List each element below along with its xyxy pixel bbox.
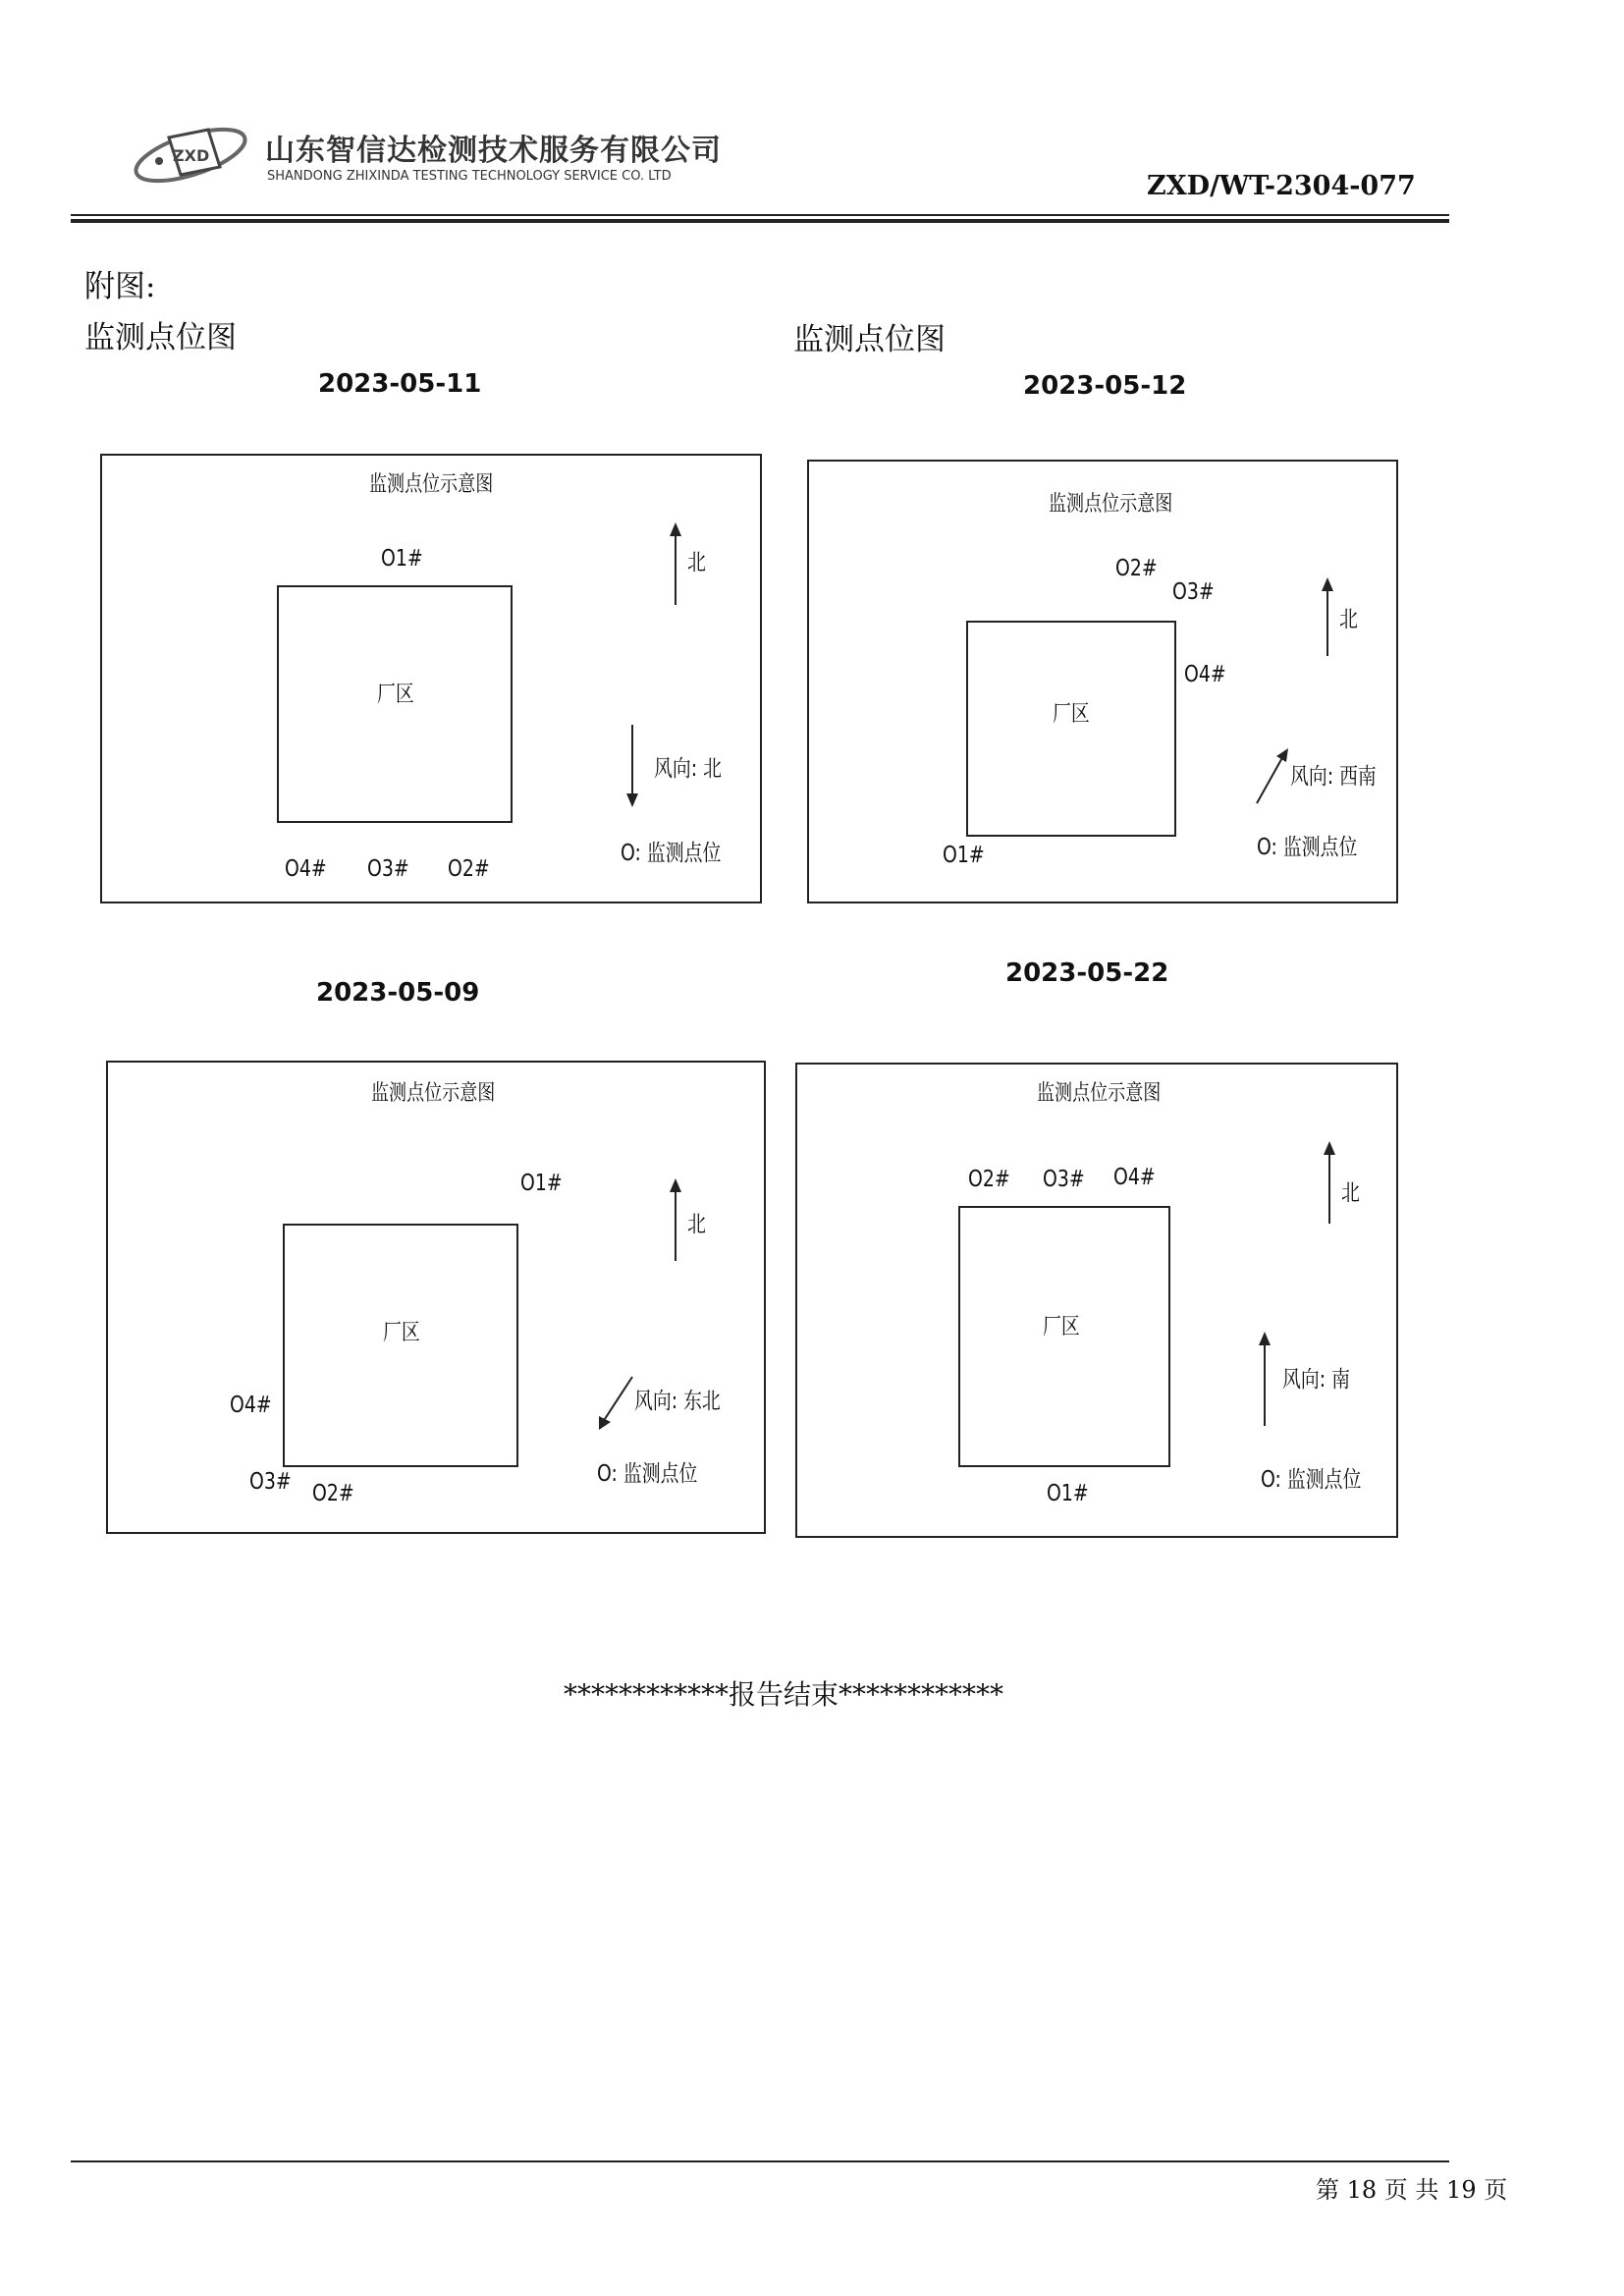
north-arrow-icon xyxy=(1322,1141,1337,1224)
monitoring-point: O4# xyxy=(1113,1165,1156,1190)
north-label: 北 xyxy=(687,550,706,575)
header-rule xyxy=(71,214,1449,216)
panel-date: 2023-05-22 xyxy=(1005,958,1169,988)
north-label: 北 xyxy=(687,1212,706,1237)
monitoring-point: O3# xyxy=(1172,579,1215,605)
plant-area-box xyxy=(966,621,1176,837)
plant-area-label: 厂区 xyxy=(1043,1314,1080,1339)
north-label: 北 xyxy=(1341,1180,1360,1206)
legend-label: O: 监测点位 xyxy=(621,841,722,866)
monitoring-point: O2# xyxy=(448,856,490,882)
monitoring-point: O3# xyxy=(249,1469,292,1495)
monitoring-point: O1# xyxy=(381,546,423,572)
document-number: ZXD/WT-2304-077 xyxy=(1147,171,1416,201)
company-name-cn: 山东智信达检测技术服务有限公司 xyxy=(265,134,722,168)
section-title-left: 监测点位图 xyxy=(84,320,237,355)
appendix-label: 附图: xyxy=(84,269,156,304)
monitoring-point: O4# xyxy=(230,1393,272,1418)
north-label: 北 xyxy=(1339,607,1358,632)
legend-label: O: 监测点位 xyxy=(1261,1467,1362,1493)
monitoring-diagram-panel xyxy=(807,460,1398,903)
plant-area-label: 厂区 xyxy=(1053,701,1090,727)
company-name-en: SHANDONG ZHIXINDA TESTING TECHNOLOGY SERVICE CO. LTD xyxy=(267,169,672,184)
footer-rule xyxy=(71,2160,1449,2162)
monitoring-point: O4# xyxy=(285,856,327,882)
plant-area-label: 厂区 xyxy=(377,682,414,707)
monitoring-diagram-panel xyxy=(106,1061,766,1534)
diagram-title: 监测点位示意图 xyxy=(1037,1081,1162,1106)
north-arrow-icon xyxy=(668,522,683,605)
monitoring-point: O2# xyxy=(1115,556,1158,581)
monitoring-point: O3# xyxy=(367,856,409,882)
diagram-title: 监测点位示意图 xyxy=(369,472,494,497)
wind-direction-arrow-icon xyxy=(624,725,640,807)
header-rule-thick xyxy=(71,219,1449,223)
panel-date: 2023-05-09 xyxy=(316,978,480,1008)
panel-date: 2023-05-11 xyxy=(318,369,482,399)
section-title-right: 监测点位图 xyxy=(793,322,946,357)
monitoring-point: O4# xyxy=(1184,662,1226,687)
monitoring-point: O1# xyxy=(943,843,985,868)
panel-date: 2023-05-12 xyxy=(1023,371,1187,401)
monitoring-point: O2# xyxy=(968,1167,1010,1192)
page-number: 第 18 页 共 19 页 xyxy=(1316,2176,1508,2204)
diagram-title: 监测点位示意图 xyxy=(1049,492,1173,517)
wind-direction-label: 风向: 东北 xyxy=(634,1389,721,1414)
monitoring-point: O3# xyxy=(1043,1167,1085,1192)
wind-direction-label: 风向: 西南 xyxy=(1290,764,1377,790)
company-logo xyxy=(130,116,257,194)
plant-area-label: 厂区 xyxy=(383,1320,420,1345)
monitoring-point: O1# xyxy=(520,1171,563,1196)
monitoring-point: O2# xyxy=(312,1481,354,1506)
monitoring-diagram-panel xyxy=(795,1063,1398,1538)
north-arrow-icon xyxy=(1320,577,1335,656)
wind-direction-arrow-icon xyxy=(1255,748,1290,803)
wind-direction-label: 风向: 北 xyxy=(654,756,722,782)
diagram-title: 监测点位示意图 xyxy=(371,1081,496,1106)
monitoring-point: O1# xyxy=(1047,1481,1089,1506)
legend-label: O: 监测点位 xyxy=(1257,835,1358,860)
wind-direction-arrow-icon xyxy=(595,1375,634,1430)
legend-label: O: 监测点位 xyxy=(597,1461,698,1487)
monitoring-diagram-panel xyxy=(100,454,762,903)
logo-text: ZXD xyxy=(173,146,210,165)
report-end-line: ************报告结束************ xyxy=(564,1678,1004,1711)
wind-direction-label: 风向: 南 xyxy=(1282,1367,1350,1393)
north-arrow-icon xyxy=(668,1178,683,1261)
wind-direction-arrow-icon xyxy=(1257,1332,1272,1426)
